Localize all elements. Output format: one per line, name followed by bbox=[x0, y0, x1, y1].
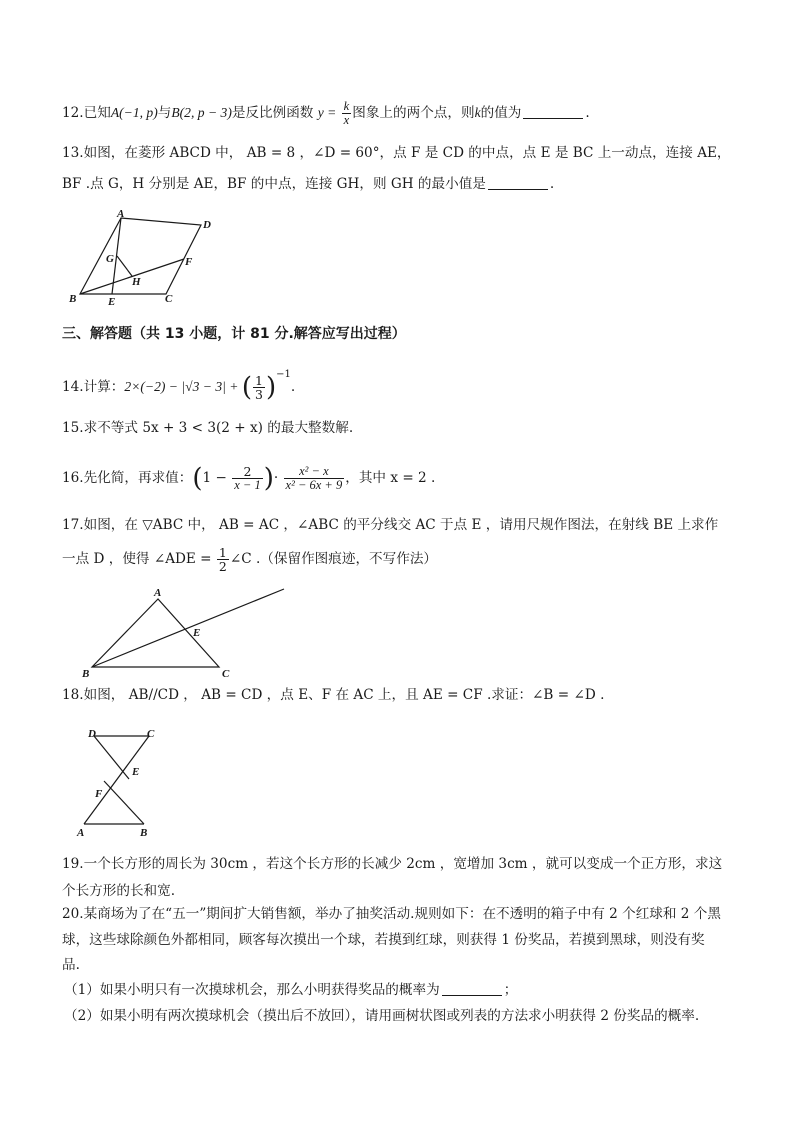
func-fraction bbox=[342, 100, 352, 127]
q12-var: k bbox=[474, 105, 481, 120]
answer-blank-q12[interactable] bbox=[523, 104, 583, 119]
q13-line2-end: . bbox=[549, 176, 555, 192]
label-b: B bbox=[82, 668, 90, 680]
question-18: 18.如图， AB//CD ， AB = CD ，点 E、F 在 AC 上，且 AE = CF .求证：∠B = ∠D . bbox=[62, 687, 605, 703]
question-20-sub1 bbox=[64, 980, 517, 1000]
question-19-line2: 个长方形的长和宽. bbox=[62, 883, 176, 899]
question-20-line3: 品. bbox=[62, 957, 80, 973]
segment-gh bbox=[117, 256, 132, 276]
question-20-line2: 球，这些球除颜色外都相同，顾客每次摸出一个球，若摸到红球，则获得 1 份奖品，若摸到黑球，则没有奖 bbox=[62, 932, 705, 948]
label-f: F bbox=[95, 788, 103, 800]
q13-line2-text: BF .点 G，H 分别是 AE，BF 的中点，连接 GH，则 GH 的最小值是 bbox=[62, 176, 486, 192]
label-b: B bbox=[140, 827, 148, 839]
q17-line2-post: ∠C .（保留作图痕迹，不写作法） bbox=[229, 551, 438, 567]
label-b: B bbox=[69, 293, 77, 305]
q16-dot: · bbox=[273, 470, 279, 486]
q14-expression: 2×(−2) − |√3 − 3| + bbox=[124, 379, 242, 394]
func-lhs: y = bbox=[317, 105, 337, 120]
q12-text-and: 与 bbox=[157, 105, 172, 121]
q17-line2-pre: 一点 D ，使得 ∠ADE = bbox=[62, 551, 212, 567]
label-f: F bbox=[185, 256, 193, 268]
q12-prefix: 12.已知 bbox=[62, 105, 111, 121]
answer-blank-q20-1[interactable] bbox=[442, 981, 502, 996]
point-a: A(−1, p) bbox=[110, 105, 158, 120]
q16-prefix: 16.先化简，再求值： bbox=[62, 470, 193, 486]
q17-half-num: 1 bbox=[218, 545, 227, 560]
q20-sub1-text: （1）如果小明只有一次摸球机会，那么小明获得奖品的概率为 bbox=[64, 982, 440, 998]
q16-lparen: ( bbox=[192, 463, 203, 494]
question-20-sub2: （2）如果小明有两次摸球机会（摸出后不放回），请用画树状图或列表的方法求小明获得 2 份奖品的概率. bbox=[64, 1008, 700, 1024]
question-16 bbox=[62, 465, 435, 492]
q12-text-post: 图象上的两个点，则 bbox=[352, 105, 475, 121]
question-13-line2 bbox=[62, 174, 554, 194]
segment-fb bbox=[104, 781, 144, 824]
label-c: C bbox=[147, 728, 155, 740]
triangle-figure bbox=[80, 584, 290, 684]
question-19-line1: 19.一个长方形的周长为 30cm ，若这个长方形的长减少 2cm ，宽增加 3cm ，就可以变成一个正方形，求这 bbox=[62, 856, 723, 872]
q12-text-tail: 的值为 bbox=[480, 105, 522, 121]
q14-rparen: ) bbox=[265, 372, 277, 403]
q16-one: 1 − bbox=[202, 470, 227, 486]
segment-ac bbox=[84, 736, 149, 824]
label-a: A bbox=[117, 208, 125, 220]
q14-end: . bbox=[290, 379, 296, 395]
q17-half-den: 2 bbox=[218, 559, 227, 574]
q17-half-fraction bbox=[217, 546, 229, 573]
q12-end: . bbox=[585, 105, 590, 121]
label-a: A bbox=[77, 827, 85, 839]
label-e: E bbox=[132, 766, 140, 778]
segment-de bbox=[94, 736, 129, 779]
label-c: C bbox=[222, 668, 230, 680]
q12-text-func: 是反比例函数 bbox=[231, 105, 314, 121]
label-c: C bbox=[165, 293, 173, 305]
q14-exponent: −1 bbox=[276, 369, 291, 380]
parallel-figure bbox=[74, 724, 174, 842]
q16-fraction-2 bbox=[284, 465, 345, 492]
q14-lparen: ( bbox=[241, 372, 252, 403]
point-b: B(2, p − 3) bbox=[171, 105, 232, 120]
label-e: E bbox=[193, 627, 201, 639]
question-15: 15.求不等式 5x + 3 < 3(2 + x) 的最大整数解. bbox=[62, 420, 354, 436]
q16-fraction-1 bbox=[232, 465, 262, 492]
func-denominator: x bbox=[343, 113, 350, 127]
label-d: D bbox=[88, 728, 96, 740]
q14-frac-den: 3 bbox=[255, 387, 263, 402]
q16-rparen: ) bbox=[263, 463, 274, 494]
section-3-heading: 三、解答题（共 13 小题，计 81 分.解答应写出过程） bbox=[62, 326, 406, 342]
label-a: A bbox=[154, 587, 162, 599]
question-13-line1: 13.如图，在菱形 ABCD 中， AB = 8 ，∠D = 60°，点 F 是 CD 的中点，点 E 是 BC 上一动点，连接 AE， bbox=[62, 145, 731, 161]
func-numerator: k bbox=[343, 99, 350, 113]
label-h: H bbox=[132, 276, 141, 288]
q16-f1-num: 2 bbox=[232, 465, 262, 479]
question-20-line1: 20.某商场为了在“五一”期间扩大销售额，举办了抽奖活动.规则如下：在不透明的箱子中有 2 个红球和 2 个黑 bbox=[62, 906, 721, 922]
label-d: D bbox=[203, 219, 211, 231]
q16-f2-num: x² − x bbox=[284, 465, 345, 479]
rhombus-figure bbox=[66, 208, 216, 308]
q20-sub1-end: ； bbox=[503, 982, 518, 998]
question-12 bbox=[62, 100, 590, 127]
q14-prefix: 14.计算： bbox=[62, 379, 125, 395]
label-g: G bbox=[106, 253, 114, 265]
label-e: E bbox=[108, 296, 116, 308]
q14-fraction bbox=[253, 374, 265, 401]
q16-f1-den: x − 1 bbox=[234, 478, 261, 492]
q16-f2-den: x² − 6x + 9 bbox=[285, 478, 343, 492]
answer-blank-q13[interactable] bbox=[488, 175, 548, 190]
q16-post: ，其中 x = 2 . bbox=[345, 470, 436, 486]
question-14 bbox=[62, 365, 295, 401]
q14-frac-num: 1 bbox=[255, 373, 263, 388]
ray-be bbox=[92, 589, 284, 667]
question-17-line2 bbox=[62, 546, 437, 573]
question-17-line1: 17.如图，在 ▽ABC 中， AB = AC ，∠ABC 的平分线交 AC 于点 E ，请用尺规作图法，在射线 BE 上求作 bbox=[62, 517, 719, 533]
